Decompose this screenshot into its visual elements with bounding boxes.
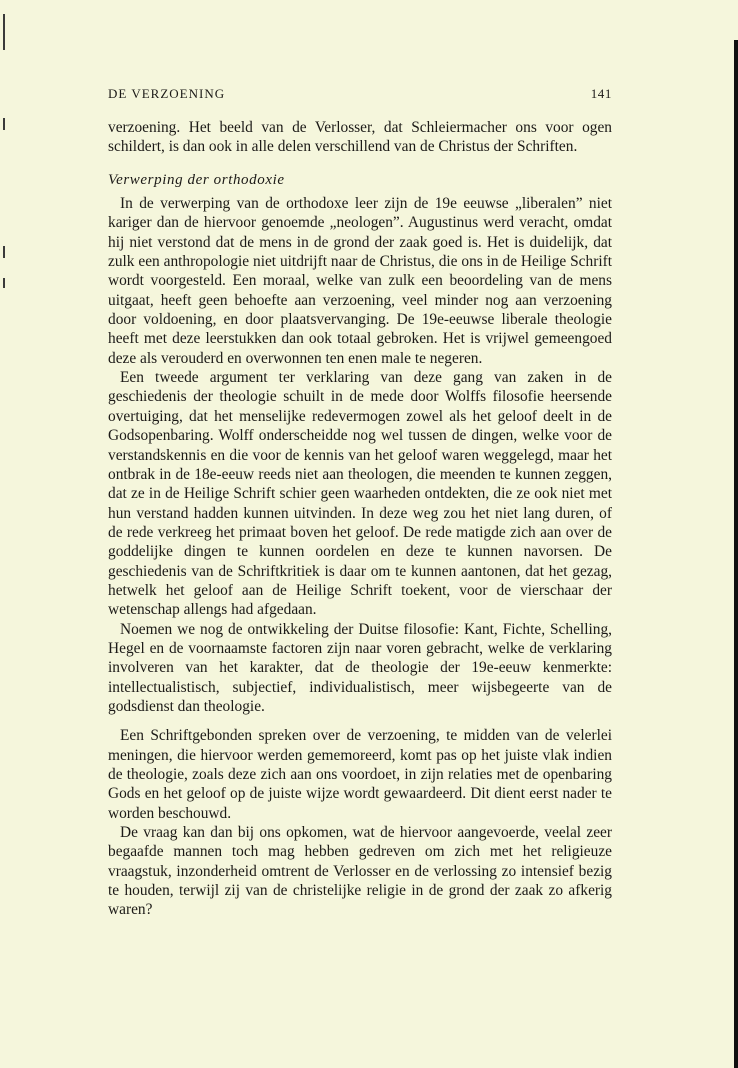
section-heading: Verwerping der orthodoxie	[108, 171, 285, 188]
paragraph: In de verwerping van de orthodoxe leer zijn de 19e eeuwse „liberalen” niet kariger dan de hiervoor genoemde „neologen”. Augustinus werd veracht, omdat hij niet verstond dat de mens in de grond der zaak goed is. Het is duidelijk, dat zulk een anthropologie niet uitdrijft naar de Christus, die ons in de Heilige Schrift wordt voorgesteld. Een moraal, welke van zulk een beoordeling van de mens uitgaat, heeft geen behoefte aan verzoening, veel minder nog aan verzoening door voldoening, en door plaatsvervanging. De 19e-eeuwse liberale theologie heeft met deze leerstukken dan ook totaal gebroken. Het is vrijwel gemeengoed deze als verouderd en overwonnen ten enen male te negeren.	[108, 195, 612, 367]
page-number: 141	[590, 86, 612, 101]
scan-edge-right	[734, 40, 738, 1068]
book-page	[108, 86, 612, 920]
body-text	[108, 118, 612, 920]
scan-mark-left	[3, 14, 5, 50]
running-head	[108, 86, 612, 106]
paragraph: verzoening. Het beeld van de Verlosser, dat Schleiermacher ons voor ogen schildert, is dan ook in alle delen verschillend van de Christus der Schriften.	[108, 119, 612, 156]
paragraph: Een Schriftgebonden spreken over de verzoening, te midden van de velerlei meningen, die hiervoor werden gememoreerd, komt pas op het juiste vlak indien de theologie, zoals deze zich aan ons voordoet, in zijn relaties met de openbaring Gods en het geloof op de juiste wijze wordt gewaardeerd. Dit dient eerst nader te worden beschouwd.	[108, 727, 612, 822]
scan-mark-left	[3, 278, 5, 288]
paragraph: Een tweede argument ter verklaring van deze gang van zaken in de geschiedenis der theologie schuilt in de mede door Wolffs filosofie heersende overtuiging, dat het menselijke redevermogen zowel als het geloof deelt in de Godsopenbaring. Wolff onderscheidde nog wel tussen de dingen, welke voor de verstandskennis en die voor de kennis van het geloof waren weggelegd, maar het ontbrak in de 18e-eeuw reeds niet aan theologen, die meenden te kunnen zeggen, dat ze in de Heilige Schrift schier geen waarheden ontdekten, die ze ook niet met hun verstand hadden kunnen uitvinden. In deze weg zou het niet lang duren, of de rede verkreeg het primaat boven het geloof. De rede matigde zich aan over de goddelijke dingen te kunnen oordelen en deze te kunnen navorsen. De geschiedenis van de Schriftkritiek is daar om te kunnen aantonen, dat het gezag, hetwelk het geloof aan de Heilige Schrift toekent, voor de vierschaar der wetenschap allengs had afgedaan.	[108, 369, 612, 619]
paragraph: Noemen we nog de ontwikkeling der Duitse filosofie: Kant, Fichte, Schelling, Hegel en de voornaamste factoren zijn naar voren gebracht, welke de verklaring involveren van het karakter, dat de theologie der 19e-eeuw kenmerkte: intellectualistisch, subjectief, individualistisch, meer wijsbegeerte van de godsdienst dan theologie.	[108, 620, 612, 715]
running-head-title: DE VERZOENING	[108, 86, 226, 101]
paragraph: De vraag kan dan bij ons opkomen, wat de hiervoor aangevoerde, veelal zeer begaafde mannen toch mag hebben gedreven om zich met het religieuze vraagstuk, inzonderheid omtrent de Verlosser en de verlossing zo intensief bezig te houden, terwijl zij van de christelijke religie in de grond der zaak zo afkerig waren?	[108, 824, 612, 919]
scan-mark-left	[3, 118, 5, 130]
scan-mark-left	[3, 246, 5, 258]
